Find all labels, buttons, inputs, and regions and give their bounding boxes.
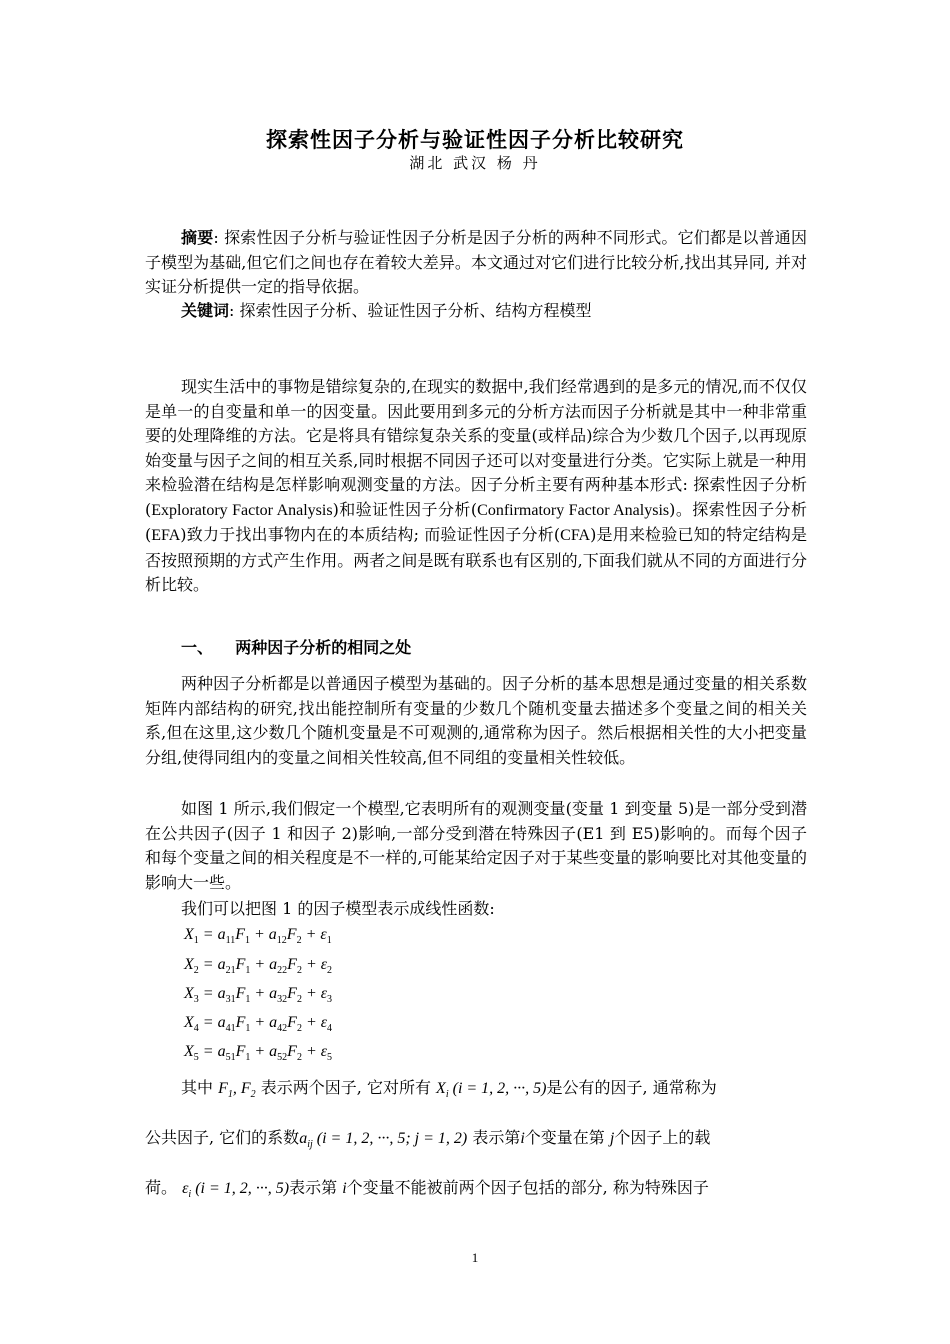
cfa-abbr: CFA: [560, 527, 591, 544]
intro-text-2: )和验证性因子分析(: [332, 499, 478, 519]
equation-x2: $X_2 = a_{21}F_1 + a_{22}F_2 + \varepsilon_2$: [184, 956, 333, 977]
equation-x4: $X_4 = a_{41}F_1 + a_{42}F_2 + \varepsilon_4$: [184, 1014, 333, 1035]
paper-title: 探索性因子分析与验证性因子分析比较研究: [266, 127, 684, 152]
intro-text-1: 现实生活中的事物是错综复杂的,在现实的数据中,我们经常遇到的是多元的情况,而不仅仅是单一的自变量和单一的因变量。因此要用到多元的分析方法而因子分析就是其中一种非常重要的处理降维的方法。它是将具有错综复杂关系的变量(或样品)综合为少数几个因子,以再现原始变量与因子之间的相互关系,同时根据不同因子还可以对变量进行分类。它实际上就是一种用来检验潜在结构是怎样影响观测变量的方法。因子分析主要有两种基本形式: 探索性因子分析(: [145, 377, 807, 519]
abstract-label: 摘要: [181, 228, 214, 247]
math-j: j: [609, 1130, 615, 1147]
abstract-text: : 探索性因子分析与验证性因子分析是因子分析的两种不同形式。它们都是以普通因子模型为基础,但它们之间也存在着较大差异。本文通过对它们进行比较分析,找出其异同, 并对实证分析提供一定的指导依据。: [145, 228, 807, 296]
intro-paragraph: [145, 375, 807, 598]
section-1-paragraph-3: 我们可以把图 1 的因子模型表示成线性函数:: [181, 899, 495, 918]
math-f1-f2: $F_1$, $F_2$: [218, 1080, 256, 1101]
explain-line-1: 其中 $F_1$, $F_2$ 表示两个因子, 它对所有 $X_i$ (i = 1, 2, ···, 5)是公有的因子, 通常称为: [181, 1078, 717, 1101]
keywords-text: : 探索性因子分析、验证性因子分析、结构方程模型: [229, 301, 592, 320]
efa-english: Exploratory Factor Analysis: [151, 501, 333, 519]
abstract: [145, 226, 807, 300]
math-i-2: i: [342, 1180, 347, 1197]
keywords: [145, 299, 807, 324]
section-1-paragraph-1: 两种因子分析都是以普通因子模型为基础的。因子分析的基本思想是通过变量的相关系数矩阵内部结构的研究,找出能控制所有变量的少数几个随机变量去描述多个变量之间的相关关系,但在这里,这少数几个随机变量是不可观测的,通常称为因子。然后根据相关性的大小把变量分组,使得同组内的变量之间相关性较高,但不同组的变量相关性较低。: [145, 674, 807, 767]
explain-line-2: 公共因子, 它们的系数$a_{ij}$ (i = 1, 2, ···, 5; j = 1, 2) 表示第i个变量在第 j个因子上的载: [145, 1128, 711, 1151]
math-aij-range: $a_{ij}$ (i = 1, 2, ···, 5; j = 1, 2): [299, 1130, 468, 1151]
math-epsilon-range: $\varepsilon_i$ (i = 1, 2, ···, 5): [182, 1180, 290, 1201]
section-1-heading: 一、 两种因子分析的相同之处: [181, 638, 412, 657]
page-number: 1: [471, 1250, 479, 1265]
equation-x3: $X_3 = a_{31}F_1 + a_{32}F_2 + \varepsilon_3$: [184, 985, 333, 1006]
math-i: i: [520, 1130, 525, 1147]
equation-x5: $X_5 = a_{51}F_1 + a_{52}F_2 + \varepsilon_5$: [184, 1043, 333, 1064]
cfa-english: Confirmatory Factor Analysis: [477, 501, 670, 519]
math-xi-range: $X_i$ (i = 1, 2, ···, 5): [436, 1080, 547, 1101]
intro-text-5: )是用来检验已知的特定结构是否按照预期的方式产生作用。两者之间是既有联系也有区别的,下面我们就从不同的方面进行分析比较。: [145, 525, 807, 594]
equation-x1: $X_1 = a_{11}F_1 + a_{12}F_2 + \varepsilon_1$: [184, 926, 332, 947]
keywords-label: 关键词: [181, 301, 230, 320]
intro-text-4: )致力于找出事物内在的本质结构; 而验证性因子分析(: [180, 525, 561, 544]
intro-text-3: )。探索性因子分析(: [145, 499, 807, 544]
section-1-paragraph-2: 如图 1 所示,我们假定一个模型,它表明所有的观测变量(变量 1 到变量 5)是一部分受到潜在公共因子(因子 1 和因子 2)影响,一部分受到潜在特殊因子(E1 到 E5)影响的。而每个因子和每个变量之间的相关程度是不一样的,可能某给定因子对于某些变量的影响要比对其他变量的影响大一些。: [145, 799, 807, 892]
efa-abbr: EFA: [151, 527, 181, 544]
author-line: 湖北 武汉 杨 丹: [409, 154, 541, 172]
explain-line-3: 荷。 $\varepsilon_i$ (i = 1, 2, ···, 5)表示第 i个变量不能被前两个因子包括的部分, 称为特殊因子: [145, 1178, 709, 1201]
